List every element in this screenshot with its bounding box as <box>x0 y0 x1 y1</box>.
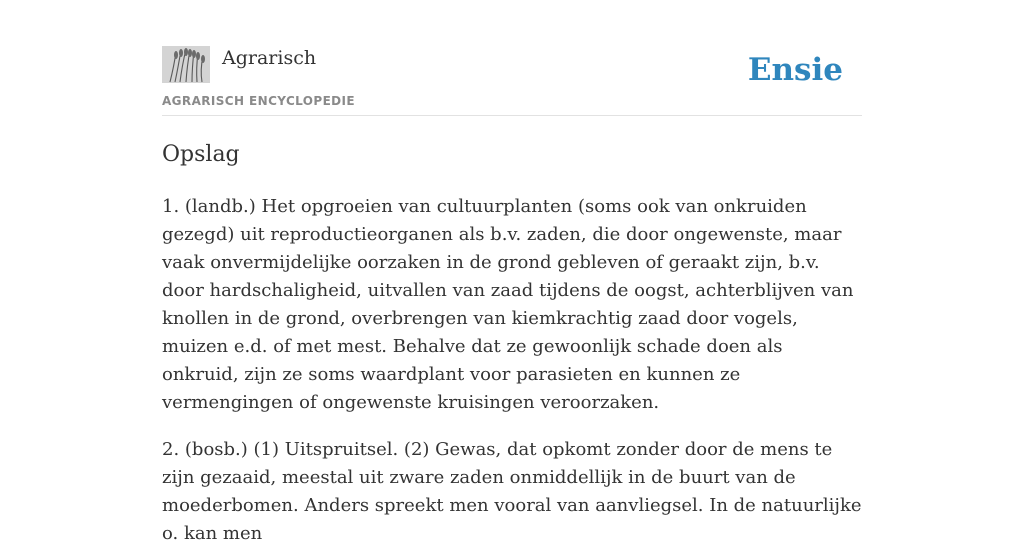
entry-paragraph-1: 1. (landb.) Het opgroeien van cultuurplanten (soms ook van onkruiden gezegd) uit reproductieorganen als b.v. zaden, die door ongewenste, maar vaak onvermijdelijke oorzaken in de grond gebleven of geraakt zijn, b.v. door hardschaligheid, uitvallen van zaad tijdens de oogst, achterblijven van knollen in de grond, overbrengen van kiemkrachtig zaad door vogels, muizen e.d. of met mest. Behalve dat ze gewoonlijk schade doen als onkruid, zijn ze soms waardplant voor parasieten en kunnen ze vermengingen of ongewenste kruisingen veroorzaken. <box>162 196 854 413</box>
site-subtitle: AGRARISCH ENCYCLOPEDIE <box>162 94 355 108</box>
entry-paragraph-2: 2. (bosb.) (1) Uitspruitsel. (2) Gewas, dat opkomt zonder door de mens te zijn gezaaid, meestal uit zware zaden onmiddellijk in de buurt van de moederbomen. Anders spreekt men vooral van aanvliegsel. In de natuurlijke o. kan men <box>162 439 862 544</box>
content-container <box>162 44 862 548</box>
entry-title: Opslag <box>162 142 240 167</box>
site-header <box>162 44 862 116</box>
site-name[interactable]: Agrarisch <box>222 47 317 69</box>
wheat-logo-icon[interactable] <box>162 46 210 83</box>
ensie-brand-link[interactable]: Ensie <box>747 52 843 88</box>
